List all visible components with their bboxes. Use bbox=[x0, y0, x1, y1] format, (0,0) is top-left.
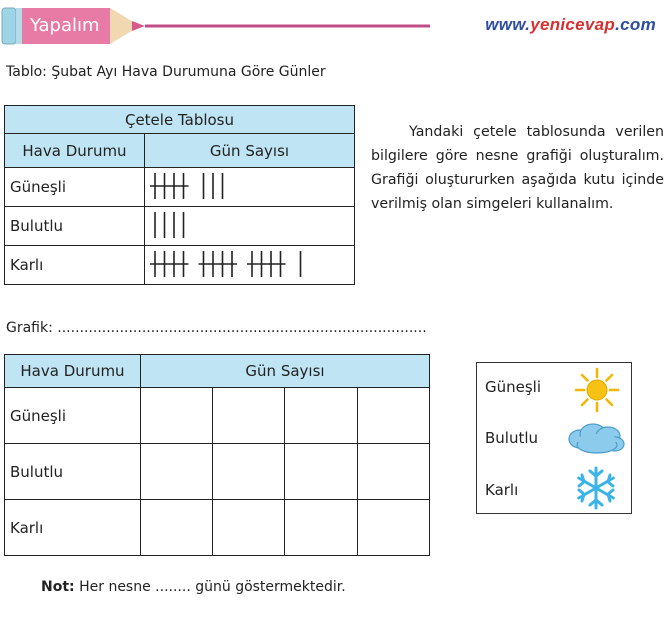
tally-row-snowy bbox=[5, 246, 355, 285]
graph-cell[interactable] bbox=[213, 388, 285, 444]
header-title: Yapalım bbox=[30, 15, 100, 36]
symbol-legend bbox=[476, 362, 632, 514]
graph-title-line bbox=[6, 320, 427, 336]
site-watermark bbox=[485, 15, 656, 35]
graph-cell[interactable] bbox=[213, 444, 285, 500]
instruction-paragraph: Yandaki çetele tablosunda verilen bilgilere göre nesne grafiği oluşturalım. Grafiği oluştururken aşağıda kutu içinde verilmiş olan simgeleri kullanalım. bbox=[371, 124, 664, 212]
graph-row-label: Güneşli bbox=[5, 388, 141, 444]
note-text-after: günü göstermektedir. bbox=[195, 579, 346, 595]
tally-row-label: Güneşli bbox=[5, 168, 145, 207]
graph-title-label: Grafik: bbox=[6, 320, 53, 336]
tally-row-sunny bbox=[5, 168, 355, 207]
graph-title-blank: ................................................................................... bbox=[57, 320, 427, 336]
caption-text: Şubat Ayı Hava Durumuna Göre Günler bbox=[51, 64, 326, 80]
graph-table bbox=[4, 354, 430, 556]
tally-marks-cloudy bbox=[149, 207, 349, 241]
graph-cell[interactable] bbox=[285, 500, 357, 556]
tally-table-title: Çetele Tablosu bbox=[5, 106, 355, 134]
graph-row-label: Karlı bbox=[5, 500, 141, 556]
graph-row-snowy bbox=[5, 500, 430, 556]
note-line bbox=[41, 579, 346, 595]
cloud-icon bbox=[565, 421, 627, 457]
snowflake-icon bbox=[573, 465, 619, 511]
graph-col-weather: Hava Durumu bbox=[5, 355, 141, 388]
graph-cell[interactable] bbox=[357, 500, 429, 556]
tally-row-label: Karlı bbox=[5, 246, 145, 285]
graph-row-sunny bbox=[5, 388, 430, 444]
graph-cell[interactable] bbox=[141, 388, 213, 444]
tally-col-weather: Hava Durumu bbox=[5, 134, 145, 168]
graph-cell[interactable] bbox=[357, 388, 429, 444]
tally-row-label: Bulutlu bbox=[5, 207, 145, 246]
graph-cell[interactable] bbox=[357, 444, 429, 500]
note-text-before: Her nesne bbox=[79, 579, 151, 595]
tally-row-cloudy bbox=[5, 207, 355, 246]
note-blank: ........ bbox=[155, 579, 191, 595]
graph-cell[interactable] bbox=[213, 500, 285, 556]
graph-cell[interactable] bbox=[285, 444, 357, 500]
legend-label-snowy: Karlı bbox=[485, 481, 519, 499]
legend-label-cloudy: Bulutlu bbox=[485, 429, 539, 447]
caption-label: Tablo: bbox=[6, 64, 47, 80]
graph-cell[interactable] bbox=[285, 388, 357, 444]
note-label: Not: bbox=[41, 579, 75, 595]
tally-marks-snowy bbox=[149, 246, 349, 280]
sun-icon bbox=[573, 366, 621, 414]
tally-table bbox=[4, 105, 355, 285]
site-prefix: www. bbox=[485, 15, 531, 34]
tally-col-days: Gün Sayısı bbox=[145, 134, 355, 168]
graph-col-days: Gün Sayısı bbox=[141, 355, 430, 388]
legend-label-sunny: Güneşli bbox=[485, 378, 542, 396]
table-caption bbox=[6, 64, 326, 80]
site-suffix: .com bbox=[615, 15, 656, 34]
graph-cell[interactable] bbox=[141, 500, 213, 556]
graph-row-cloudy bbox=[5, 444, 430, 500]
graph-cell[interactable] bbox=[141, 444, 213, 500]
graph-row-label: Bulutlu bbox=[5, 444, 141, 500]
site-middle: yenicevap bbox=[530, 15, 616, 34]
tally-marks-sunny bbox=[149, 168, 349, 202]
